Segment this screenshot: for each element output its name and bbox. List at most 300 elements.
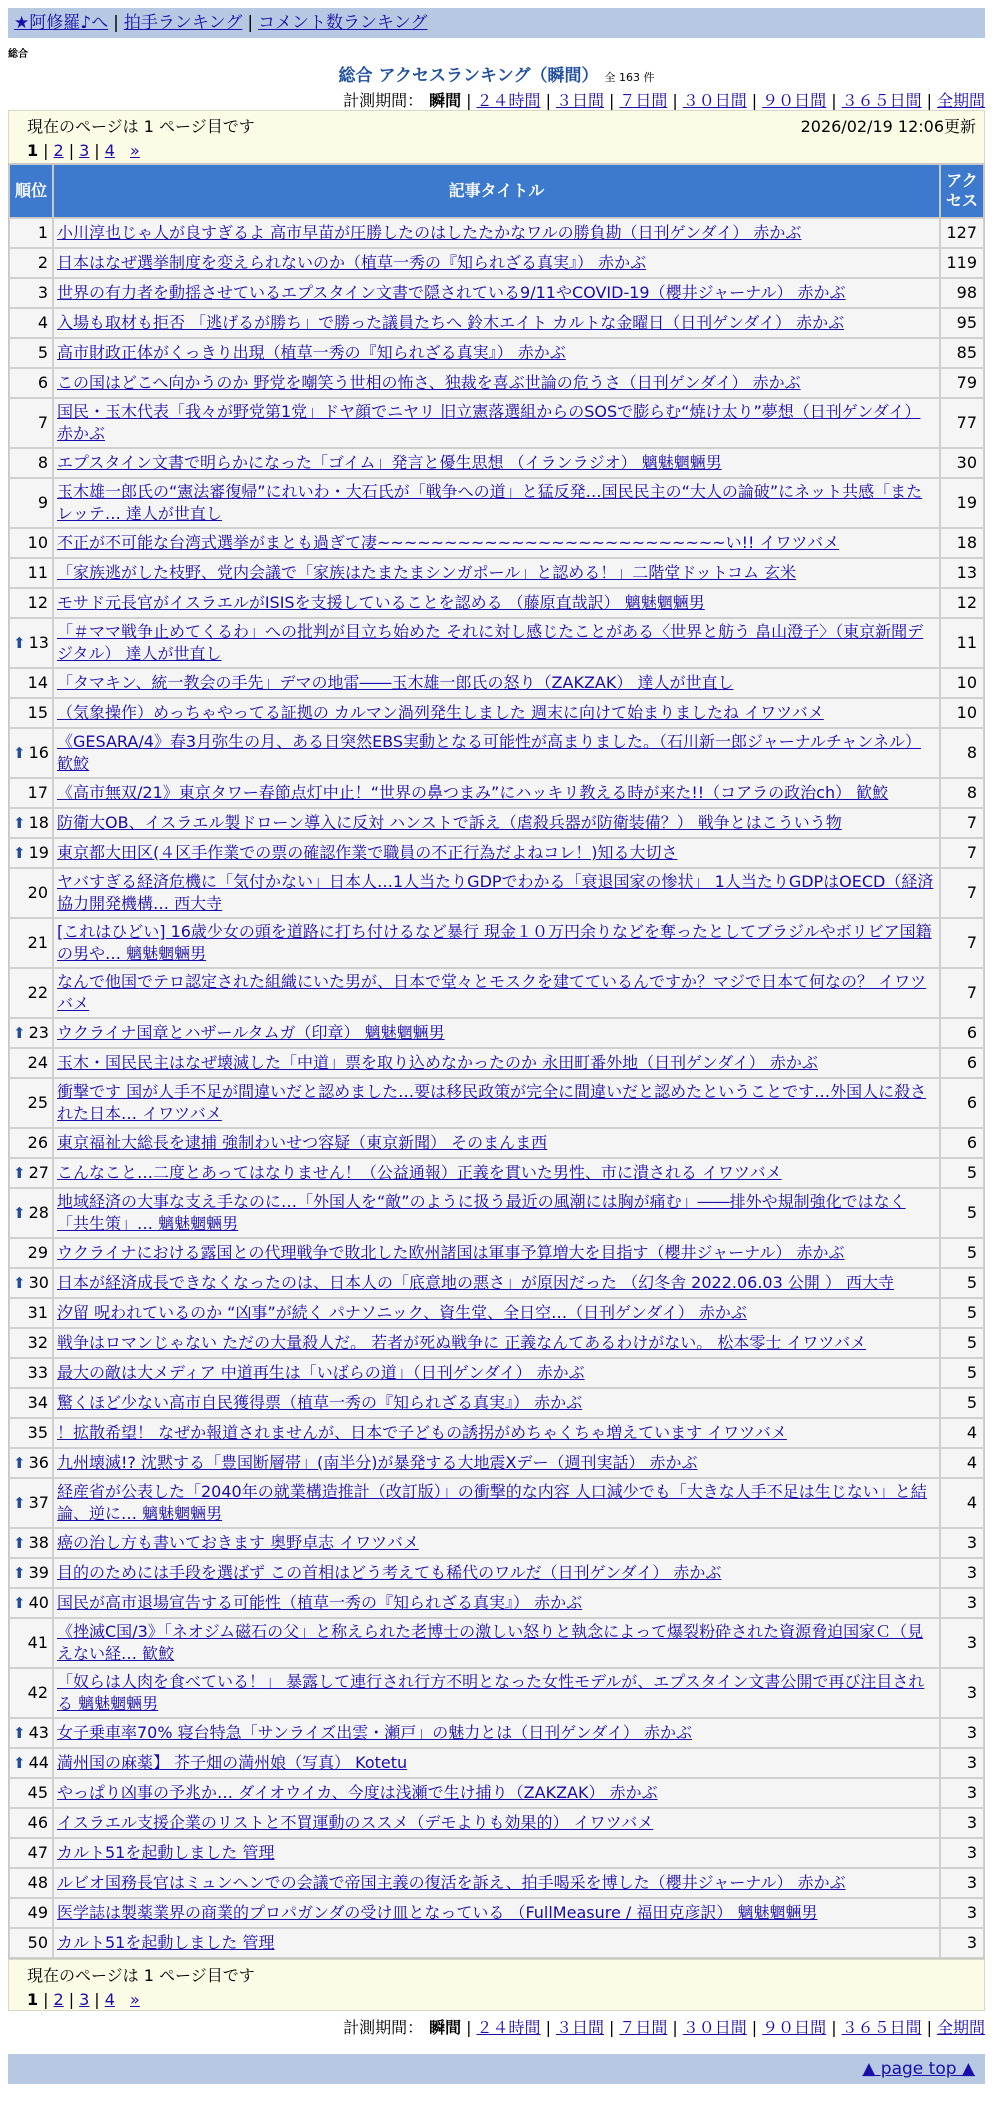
access-count: 5 — [940, 1238, 984, 1268]
article-link[interactable]: 「奴らは人肉を食べている！」 暴露して連行され行方不明となった女性モデルが、エプスタイン文書公開で再び注目される 魑魅魍魎男 — [57, 1672, 925, 1713]
access-count: 5 — [940, 1188, 984, 1238]
article-link[interactable]: 戦争はロマンじゃない ただの大量殺人だ。 若者が死ぬ戦争に 正義なんてあるわけがない。 松本零士 イワツバメ — [57, 1333, 867, 1352]
rank-number: 11 — [27, 563, 48, 582]
access-count: 6 — [940, 1128, 984, 1158]
article-link[interactable]: 女子乗車率70% 寝台特急「サンライズ出雲・瀬戸」の魅力とは（日刊ゲンダイ） 赤かぶ — [57, 1723, 693, 1742]
article-link[interactable]: 汐留 呪われているのか “凶事”が続く パナソニック、資生堂、全日空…（日刊ゲンダイ） 赤かぶ — [57, 1303, 747, 1322]
access-count: 5 — [940, 1298, 984, 1328]
access-count: 3 — [940, 1588, 984, 1618]
rank-cell — [9, 868, 53, 918]
title-cell — [53, 868, 940, 918]
article-link[interactable]: 世界の有力者を動揺させているエプスタイン文書で隠されている9/11やCOVID-19（櫻井ジャーナル） 赤かぶ — [57, 283, 846, 302]
table-row — [9, 1928, 984, 1958]
page-current-bottom: 1 — [27, 1990, 39, 2009]
title-cell — [53, 1808, 940, 1838]
rank-cell — [9, 1358, 53, 1388]
title-cell — [53, 558, 940, 588]
page-link-2[interactable]: 2 — [53, 141, 64, 160]
table-row — [9, 1128, 984, 1158]
table-row — [9, 838, 984, 868]
article-link[interactable]: ヤバすぎる経済危機に「気付かない」日本人…1人当たりGDPでわかる「衰退国家の惨状」 1人当たりGDPはOECD（経済協力開発機構… 西大寺 — [57, 872, 934, 913]
article-link[interactable]: 《GESARA/4》春3月弥生の月、ある日突然EBS実動となる可能性が高まりました。（石川新一郎ジャーナルチャンネル） 歓鮫 — [57, 732, 921, 773]
title-cell — [53, 1268, 940, 1298]
article-link[interactable]: 《挫滅C国/3》「ネオジム磁石の父」と称えられた老博士の激しい怒りと執念によって爆裂粉砕された資源脅迫国家Ｃ（見えない経… 歓鮫 — [57, 1622, 924, 1663]
rank-cell — [9, 478, 53, 528]
access-count: 6 — [940, 1018, 984, 1048]
period-link-90d[interactable]: ９０日間 — [762, 91, 827, 110]
article-link[interactable]: ウクライナ国章とハザールタムガ（印章） 魑魅魍魎男 — [57, 1023, 445, 1042]
title-cell — [53, 1238, 940, 1268]
up-arrow-icon: ⬆ — [13, 1204, 26, 1222]
access-count: 3 — [940, 1898, 984, 1928]
page-link-3[interactable]: 3 — [79, 141, 90, 160]
period-link-3d-bottom[interactable]: ３日間 — [555, 2018, 604, 2037]
article-link[interactable]: 東京福祉大総長を逮捕 強制わいせつ容疑（東京新聞） そのまんま西 — [57, 1133, 548, 1152]
table-row — [9, 1588, 984, 1618]
rank-cell — [9, 1588, 53, 1618]
period-link-all[interactable]: 全期間 — [936, 91, 985, 110]
article-link[interactable]: 国民・玉木代表「我々が野党第1党」ドヤ顔でニヤリ 旧立憲落選組からのSOSで膨らむ“焼け太り”夢想（日刊ゲンダイ） 赤かぶ — [57, 402, 921, 443]
rank-cell — [9, 1418, 53, 1448]
rank-number: 5 — [37, 343, 48, 362]
rank-number: 16 — [28, 743, 49, 762]
article-link[interactable]: 「＃ママ戦争止めてくるわ」への批判が目立ち始めた それに対し感じたことがある〈世界と舫う 畠山澄子〉（東京新聞デジタル） 達人が世直し — [57, 622, 924, 663]
rank-number: 43 — [28, 1723, 49, 1742]
up-arrow-icon: ⬆ — [13, 1724, 26, 1742]
period-label: 計測期間： — [343, 91, 424, 110]
title-cell — [53, 308, 940, 338]
page-next-link-bottom[interactable]: » — [129, 1990, 140, 2009]
access-count: 6 — [940, 1078, 984, 1128]
article-link[interactable]: 経産省が公表した「2040年の就業構造推計（改訂版）」の衝撃的な内容 人口減少でも「大きな人手不足は生じない」と結論、逆に… 魑魅魍魎男 — [57, 1482, 927, 1523]
period-link-30d[interactable]: ３０日間 — [682, 91, 747, 110]
article-link[interactable]: イスラエル支援企業のリストと不買運動のススメ（デモよりも効果的） イワツバメ — [57, 1813, 654, 1832]
up-arrow-icon: ⬆ — [13, 1594, 26, 1612]
rank-cell — [9, 248, 53, 278]
paging-bar-top — [8, 110, 985, 164]
period-current-bottom: 瞬間 — [429, 2018, 462, 2037]
page-link-3-bottom[interactable]: 3 — [79, 1990, 90, 2009]
nav-link-clap-ranking[interactable]: 拍手ランキング — [123, 13, 243, 33]
title-cell — [53, 1418, 940, 1448]
title-cell — [53, 778, 940, 808]
page-current: 1 — [27, 141, 39, 160]
article-link[interactable]: 満州国の麻薬】 芥子畑の満州娘（写真） Kotetu — [57, 1753, 408, 1772]
period-link-30d-bottom[interactable]: ３０日間 — [682, 2018, 747, 2037]
article-link[interactable]: 高市財政正体がくっきり出現（植草一秀の『知られざる真実』） 赤かぶ — [57, 343, 566, 362]
access-count: 3 — [940, 1928, 984, 1958]
table-row — [9, 1418, 984, 1448]
title-cell — [53, 808, 940, 838]
title-cell — [53, 1868, 940, 1898]
nav-link-comment-ranking[interactable]: コメント数ランキング — [258, 13, 428, 33]
page-link-2-bottom[interactable]: 2 — [53, 1990, 64, 2009]
table-row — [9, 1478, 984, 1528]
article-link[interactable]: 衝撃です 国が人手不足が間違いだと認めました…要は移民政策が完全に間違いだと認めたということです…外国人に殺された日本… イワツバメ — [57, 1082, 927, 1123]
period-link-365d-bottom[interactable]: ３６５日間 — [841, 2018, 922, 2037]
article-link[interactable]: 「タマキン、統一教会の手先」デマの地雷――玉木雄一郎氏の怒り（ZAKZAK） 達人が世直し — [57, 673, 734, 692]
title-cell — [53, 448, 940, 478]
table-row — [9, 1018, 984, 1048]
title-cell — [53, 1128, 940, 1158]
title-cell — [53, 1718, 940, 1748]
rank-cell — [9, 668, 53, 698]
access-count: 3 — [940, 1618, 984, 1668]
title-cell — [53, 698, 940, 728]
article-link[interactable]: 防衛大OB、イスラエル製ドローン導入に反対 ハンストで訴え（虐殺兵器が防衛装備？） 戦争とはこういう物 — [57, 813, 842, 832]
rank-cell — [9, 918, 53, 968]
article-link[interactable]: 東京都大田区(４区手作業での票の確認作業で職員の不正行為だよねコレ！)知る大切さ — [57, 843, 678, 862]
rank-number: 44 — [28, 1753, 49, 1772]
category-label: 総合 — [8, 49, 28, 60]
page-title — [8, 61, 985, 86]
rank-cell — [9, 368, 53, 398]
table-row — [9, 1158, 984, 1188]
article-link[interactable]: 玉木・国民民主はなぜ壊滅した「中道」票を取り込めなかったのか 永田町番外地（日刊ゲンダイ） 赤かぶ — [57, 1053, 818, 1072]
title-cell — [53, 1478, 940, 1528]
rank-cell — [9, 1158, 53, 1188]
access-count: 7 — [940, 808, 984, 838]
title-cell — [53, 1448, 940, 1478]
rank-number: 7 — [37, 413, 48, 432]
title-cell — [53, 1778, 940, 1808]
title-cell — [53, 528, 940, 558]
rank-number: 34 — [27, 1393, 48, 1412]
rank-number: 50 — [27, 1933, 48, 1952]
article-link[interactable]: カルト51を起動しました 管理 — [57, 1843, 275, 1862]
rank-number: 6 — [37, 373, 48, 392]
access-count: 18 — [940, 528, 984, 558]
article-link[interactable]: [これはひどい] 16歳少女の頭を道路に打ち付けるなど暴行 現金１０万円余りなどを奪ったとしてブラジルやボリビア国籍の男や… 魑魅魍魎男 — [57, 922, 932, 963]
rank-cell — [9, 558, 53, 588]
table-row — [9, 1868, 984, 1898]
total-count: 全 163 件 — [604, 71, 655, 84]
rank-number: 46 — [27, 1813, 48, 1832]
article-link[interactable]: 驚くほど少ない高市自民獲得票（植草一秀の『知られざる真実』） 赤かぶ — [57, 1393, 583, 1412]
rank-number: 41 — [27, 1633, 48, 1652]
top-nav: ★阿修羅♪へ | 拍手ランキング | コメント数ランキング — [8, 8, 985, 38]
article-link[interactable]: 日本が経済成長できなくなったのは、日本人の「底意地の悪さ」が原因だった （幻冬舎 2022.06.03 公開 ） 西大寺 — [57, 1273, 895, 1292]
rank-cell — [9, 698, 53, 728]
access-count: 5 — [940, 1358, 984, 1388]
title-cell — [53, 618, 940, 668]
rank-number: 27 — [28, 1163, 49, 1182]
rank-cell — [9, 528, 53, 558]
access-count: 3 — [940, 1668, 984, 1718]
period-link-24h[interactable]: ２４時間 — [476, 91, 541, 110]
rank-number: 15 — [27, 703, 48, 722]
period-link-7d[interactable]: ７日間 — [619, 91, 668, 110]
article-link[interactable]: （気象操作）めっちゃやってる証拠の カルマン渦列発生しました 週末に向けて始まりましたね イワツバメ — [57, 703, 824, 722]
rank-cell — [9, 1618, 53, 1668]
title-cell — [53, 1838, 940, 1868]
title-cell — [53, 368, 940, 398]
title-cell — [53, 248, 940, 278]
access-count: 3 — [940, 1558, 984, 1588]
access-count: 10 — [940, 668, 984, 698]
rank-cell — [9, 1748, 53, 1778]
article-link[interactable]: 国民が高市退場宣告する可能性（植草一秀の『知られざる真実』） 赤かぶ — [57, 1593, 583, 1612]
rank-number: 21 — [27, 933, 48, 952]
title-cell — [53, 338, 940, 368]
rank-number: 37 — [28, 1493, 49, 1512]
access-count: 5 — [940, 1328, 984, 1358]
table-row — [9, 308, 984, 338]
rank-number: 25 — [27, 1093, 48, 1112]
article-link[interactable]: エプスタイン文書で明らかになった「ゴイム」発言と優生思想 （イランラジオ） 魑魅魍魎男 — [57, 453, 722, 472]
rank-cell — [9, 778, 53, 808]
article-link[interactable]: 《高市無双/21》東京タワー春節点灯中止！“世界の鼻つまみ”にハッキリ教える時が来た!!（コアラの政治ch） 歓鮫 — [57, 783, 889, 802]
table-row — [9, 278, 984, 308]
up-arrow-icon: ⬆ — [13, 1564, 26, 1582]
up-arrow-icon: ⬆ — [13, 844, 26, 862]
article-link[interactable]: 不正が不可能な台湾式選挙がまとも過ぎて凄~~~~~~~~~~~~~~~~~~~~~~~~~~い!! イワツバメ — [57, 533, 840, 552]
rank-cell — [9, 1388, 53, 1418]
rank-cell — [9, 1328, 53, 1358]
access-count: 7 — [940, 868, 984, 918]
rank-cell — [9, 338, 53, 368]
title-cell — [53, 1558, 940, 1588]
current-page-text: 現在のページは 1 ページ目です — [27, 117, 255, 136]
rank-number: 33 — [27, 1363, 48, 1382]
article-link[interactable]: 目的のためには手段を選ばず この首相はどう考えても稀代のワルだ（日刊ゲンダイ） 赤かぶ — [57, 1563, 722, 1582]
rank-number: 30 — [28, 1273, 49, 1292]
table-row — [9, 1328, 984, 1358]
rank-number: 48 — [27, 1873, 48, 1892]
rank-number: 14 — [27, 673, 48, 692]
rank-cell — [9, 448, 53, 478]
table-row — [9, 338, 984, 368]
access-count: 8 — [940, 778, 984, 808]
access-count: 3 — [940, 1868, 984, 1898]
access-header: アクセス — [940, 164, 984, 218]
table-row — [9, 728, 984, 778]
article-link[interactable]: こんなこと…二度とあってはなりません！（公益通報）正義を貫いた男性、市に潰される イワツバメ — [57, 1163, 782, 1182]
rank-cell — [9, 618, 53, 668]
title-cell — [53, 1528, 940, 1558]
rank-cell — [9, 728, 53, 778]
access-count: 127 — [940, 218, 984, 248]
period-selector-top: 計測期間： 瞬間 | ２４時間 | ３日間 | ７日間 | ３０日間 | ９０日間 | ３６５日間 | 全期間 — [343, 91, 985, 110]
table-row — [9, 1238, 984, 1268]
access-count: 12 — [940, 588, 984, 618]
title-cell — [53, 218, 940, 248]
period-label-bottom: 計測期間： — [343, 2018, 424, 2037]
table-row — [9, 1748, 984, 1778]
pagination-top: 1 | 2 | 3 | 4 » — [27, 141, 140, 160]
page-top-link[interactable]: ▲ page top ▲ — [862, 2059, 975, 2079]
rank-cell — [9, 1808, 53, 1838]
updated-timestamp: 2026/02/19 12:06更新 — [800, 117, 976, 136]
title-cell — [53, 1668, 940, 1718]
title-cell — [53, 1748, 940, 1778]
title-cell — [53, 398, 940, 448]
up-arrow-icon: ⬆ — [13, 1754, 26, 1772]
up-arrow-icon: ⬆ — [13, 814, 26, 832]
table-row — [9, 248, 984, 278]
rank-number: 3 — [37, 283, 48, 302]
article-link[interactable]: 小川淳也じゃ人が良すぎるよ 高市早苗が圧勝したのはしたたかなワルの勝負勘（日刊ゲンダイ） 赤かぶ — [57, 223, 802, 242]
table-row — [9, 368, 984, 398]
rank-number: 23 — [28, 1023, 49, 1042]
table-row — [9, 1808, 984, 1838]
access-count: 3 — [940, 1528, 984, 1558]
title-cell — [53, 1078, 940, 1128]
access-count: 79 — [940, 368, 984, 398]
period-link-24h-bottom[interactable]: ２４時間 — [476, 2018, 541, 2037]
rank-number: 22 — [27, 983, 48, 1002]
access-count: 7 — [940, 968, 984, 1018]
rank-number: 20 — [27, 883, 48, 902]
rank-number: 10 — [27, 533, 48, 552]
rank-cell — [9, 968, 53, 1018]
up-arrow-icon: ⬆ — [13, 744, 26, 762]
access-count: 6 — [940, 1048, 984, 1078]
article-link[interactable]: モサド元長官がイスラエルがISISを支援していることを認める （藤原直哉訳） 魑魅魍魎男 — [57, 593, 705, 612]
rank-cell — [9, 1048, 53, 1078]
rank-cell — [9, 1448, 53, 1478]
up-arrow-icon: ⬆ — [13, 1274, 26, 1292]
page-link-4[interactable]: 4 — [104, 141, 115, 160]
rank-cell — [9, 1188, 53, 1238]
table-row — [9, 1358, 984, 1388]
rank-cell — [9, 1298, 53, 1328]
table-row — [9, 558, 984, 588]
table-row — [9, 1668, 984, 1718]
article-link[interactable]: 癌の治し方も書いておきます 奥野卓志 イワツバメ — [57, 1533, 419, 1552]
access-count: 7 — [940, 918, 984, 968]
rank-number: 32 — [27, 1333, 48, 1352]
table-row — [9, 1078, 984, 1128]
rank-cell — [9, 1018, 53, 1048]
article-link[interactable]: 医学誌は製薬業界の商業的プロパガンダの受け皿となっている （FullMeasure / 福田克彦訳） 魑魅魍魎男 — [57, 1903, 818, 1922]
period-link-3d[interactable]: ３日間 — [555, 91, 604, 110]
rank-number: 2 — [37, 253, 48, 272]
table-row — [9, 1558, 984, 1588]
up-arrow-icon: ⬆ — [13, 634, 26, 652]
access-count: 85 — [940, 338, 984, 368]
nav-link-asyura[interactable]: ★阿修羅♪へ — [14, 13, 109, 33]
rank-cell — [9, 588, 53, 618]
table-row — [9, 1618, 984, 1668]
article-link[interactable]: 日本はなぜ選挙制度を変えられないのか（植草一秀の『知られざる真実』） 赤かぶ — [57, 253, 647, 272]
table-row — [9, 1528, 984, 1558]
table-row — [9, 918, 984, 968]
access-count: 13 — [940, 558, 984, 588]
title-cell — [53, 1388, 940, 1418]
rank-number: 49 — [27, 1903, 48, 1922]
period-link-365d[interactable]: ３６５日間 — [841, 91, 922, 110]
rank-cell — [9, 808, 53, 838]
access-count: 77 — [940, 398, 984, 448]
table-row — [9, 218, 984, 248]
up-arrow-icon: ⬆ — [13, 1534, 26, 1552]
rank-cell — [9, 1898, 53, 1928]
rank-number: 40 — [28, 1593, 49, 1612]
article-link[interactable]: ！拡散希望！ なぜか報道されませんが、日本で子どもの誘拐がめちゃくちゃ増えています イワツバメ — [57, 1423, 787, 1442]
article-link[interactable]: ウクライナにおける露国との代理戦争で敗北した欧州諸国は軍事予算増大を目指す（櫻井ジャーナル） 赤かぶ — [57, 1243, 845, 1262]
table-row — [9, 1448, 984, 1478]
footer-bar — [8, 2054, 985, 2084]
rank-cell — [9, 1528, 53, 1558]
title-cell — [53, 1358, 940, 1388]
title-header: 記事タイトル — [53, 164, 940, 218]
article-link[interactable]: 九州壊滅!? 沈黙する「豊国断層帯」(南半分)が暴発する大地震Xデー（週刊実話） 赤かぶ — [57, 1453, 698, 1472]
page-next-link[interactable]: » — [129, 141, 140, 160]
article-link[interactable]: 地域経済の大事な支え手なのに…「外国人を“敵”のように扱う最近の風潮には胸が痛む」――排外や規制強化ではなく「共生策」… 魑魅魍魎男 — [57, 1192, 906, 1233]
table-row — [9, 968, 984, 1018]
rank-number: 39 — [28, 1563, 49, 1582]
period-link-90d-bottom[interactable]: ９０日間 — [762, 2018, 827, 2037]
table-row — [9, 808, 984, 838]
page-link-4-bottom[interactable]: 4 — [104, 1990, 115, 2009]
title-cell — [53, 1158, 940, 1188]
rank-number: 19 — [28, 843, 49, 862]
article-link[interactable]: やっぱり凶事の予兆か… ダイオウイカ、今度は浅瀬で生け捕り（ZAKZAK） 赤かぶ — [57, 1783, 658, 1802]
access-count: 11 — [940, 618, 984, 668]
table-row — [9, 1388, 984, 1418]
access-count: 8 — [940, 728, 984, 778]
period-current: 瞬間 — [429, 91, 462, 110]
access-count: 4 — [940, 1478, 984, 1528]
article-link[interactable]: 玉木雄一郎氏の“憲法審復帰”にれいわ・大石氏が「戦争への道」と猛反発…国民民主の“大人の論破”にネット共感「またレッテ… 達人が世直し — [57, 482, 923, 523]
table-row — [9, 398, 984, 448]
up-arrow-icon: ⬆ — [13, 1494, 26, 1512]
up-arrow-icon: ⬆ — [13, 1454, 26, 1472]
article-link[interactable]: 最大の敵は大メディア 中道再生は「いばらの道」（日刊ゲンダイ） 赤かぶ — [57, 1363, 585, 1382]
rank-cell — [9, 1718, 53, 1748]
ranking-body — [9, 218, 984, 1958]
rank-number: 1 — [37, 223, 48, 242]
article-link[interactable]: ルビオ国務長官はミュンヘンでの会議で帝国主義の復活を訴え、拍手喝采を博した（櫻井ジャーナル） 赤かぶ — [57, 1873, 846, 1892]
rank-cell — [9, 1238, 53, 1268]
table-row — [9, 588, 984, 618]
rank-cell — [9, 1868, 53, 1898]
title-cell — [53, 1898, 940, 1928]
table-row — [9, 1838, 984, 1868]
access-count: 3 — [940, 1808, 984, 1838]
table-row — [9, 448, 984, 478]
access-count: 5 — [940, 1268, 984, 1298]
title-cell — [53, 1328, 940, 1358]
title-cell — [53, 728, 940, 778]
article-link[interactable]: なんで他国でテロ認定された組織にいた男が、日本で堂々とモスクを建てているんですか？マジで日本て何なの？ イワツバメ — [57, 972, 927, 1013]
table-row — [9, 1778, 984, 1808]
title-cell — [53, 668, 940, 698]
rank-cell — [9, 1268, 53, 1298]
title-cell — [53, 1928, 940, 1958]
ranking-header-row — [9, 164, 984, 218]
access-count: 19 — [940, 478, 984, 528]
rank-number: 4 — [37, 313, 48, 332]
current-page-text-bottom: 現在のページは 1 ページ目です — [27, 1966, 255, 1985]
access-count: 3 — [940, 1778, 984, 1808]
rank-cell — [9, 1128, 53, 1158]
table-row — [9, 528, 984, 558]
pagination-bottom: 1 | 2 | 3 | 4 » — [27, 1990, 140, 2009]
rank-number: 36 — [28, 1453, 49, 1472]
rank-cell — [9, 398, 53, 448]
period-link-7d-bottom[interactable]: ７日間 — [619, 2018, 668, 2037]
up-arrow-icon: ⬆ — [13, 1164, 26, 1182]
rank-number: 29 — [27, 1243, 48, 1262]
article-link[interactable]: カルト51を起動しました 管理 — [57, 1933, 275, 1952]
article-link[interactable]: 入場も取材も拒否 「逃げるが勝ち」で勝った議員たちへ 鈴木エイト カルトな金曜日（日刊ゲンダイ） 赤かぶ — [57, 313, 845, 332]
article-link[interactable]: この国はどこへ向かうのか 野党を嘲笑う世相の怖さ、独裁を喜ぶ世論の危うさ（日刊ゲンダイ） 赤かぶ — [57, 373, 801, 392]
period-link-all-bottom[interactable]: 全期間 — [936, 2018, 985, 2037]
title-cell — [53, 588, 940, 618]
article-link[interactable]: 「家族逃がした枝野、党内会議で「家族はたまたまシンガポール」と認める！」二階堂ドットコム 玄米 — [57, 563, 797, 582]
